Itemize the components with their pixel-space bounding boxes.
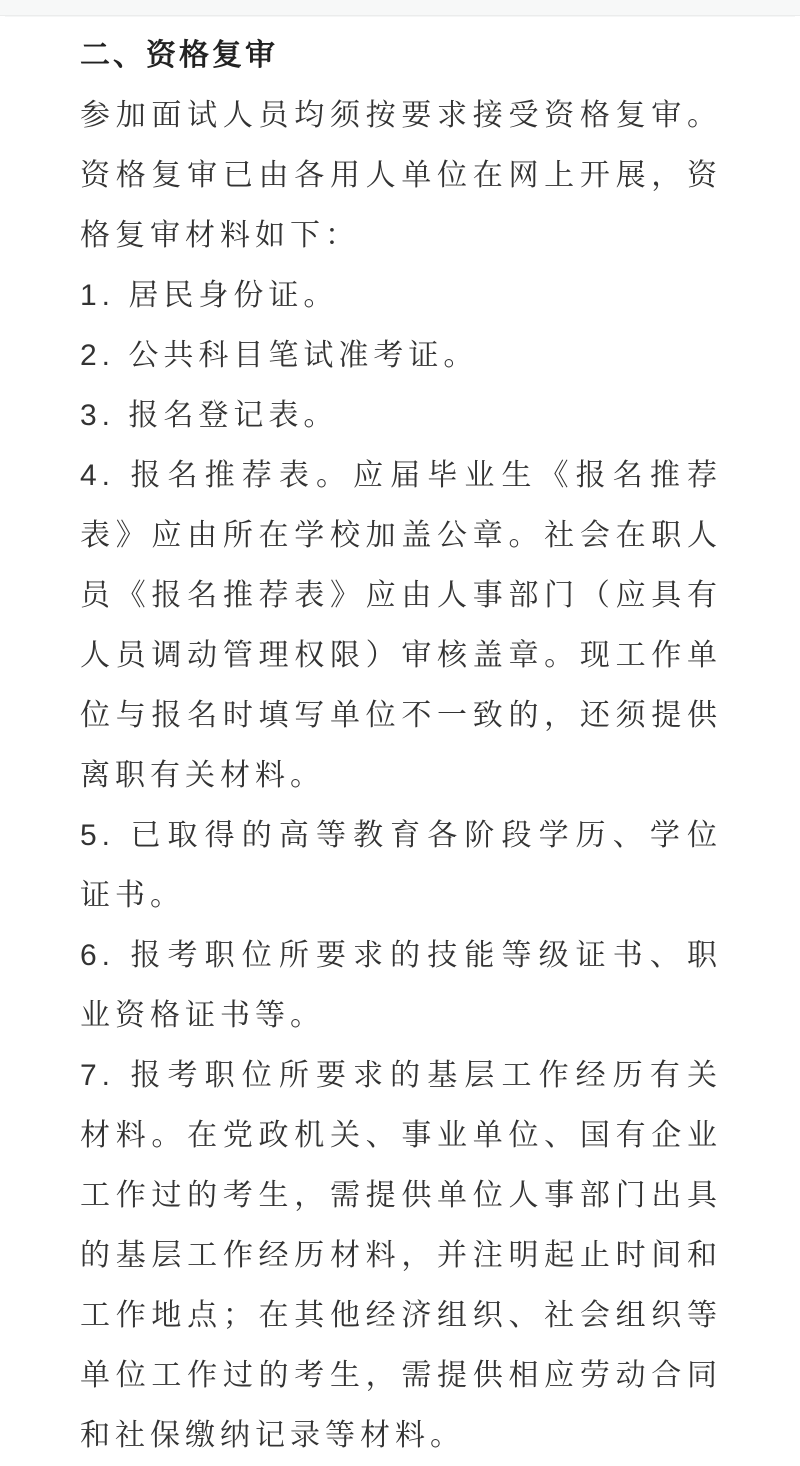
section-heading: 二、资格复审 [80, 39, 278, 72]
list-item-6: 6. 报考职位所要求的技能等级证书、职业资格证书等。 [80, 939, 722, 1032]
list-item-4: 4. 报名推荐表。应届毕业生《报名推荐表》应由所在学校加盖公章。社会在职人员《报名推荐表》应由人事部门（应具有人员调动管理权限）审核盖章。现工作单位与报名时填写单位不一致的，还须提供离职有关材料。 [80, 459, 722, 792]
article-content [0, 16, 800, 1466]
list-item-2: 2. 公共科目笔试准考证。 [80, 339, 479, 372]
list-item-1: 1. 居民身份证。 [80, 279, 339, 312]
list-item-7: 7. 报考职位所要求的基层工作经历有关材料。在党政机关、事业单位、国有企业工作过的考生，需提供单位人事部门出具的基层工作经历材料，并注明起止时间和工作地点；在其他经济组织、社会组织等单位工作过的考生，需提供相应劳动合同和社保缴纳记录等材料。 [80, 1059, 722, 1452]
intro-paragraph: 参加面试人员均须按要求接受资格复审。资格复审已由各用人单位在网上开展，资格复审材料如下： [80, 99, 722, 252]
list-item-3: 3. 报名登记表。 [80, 399, 339, 432]
list-item-5: 5. 已取得的高等教育各阶段学历、学位证书。 [80, 819, 722, 912]
top-divider [0, 0, 800, 16]
